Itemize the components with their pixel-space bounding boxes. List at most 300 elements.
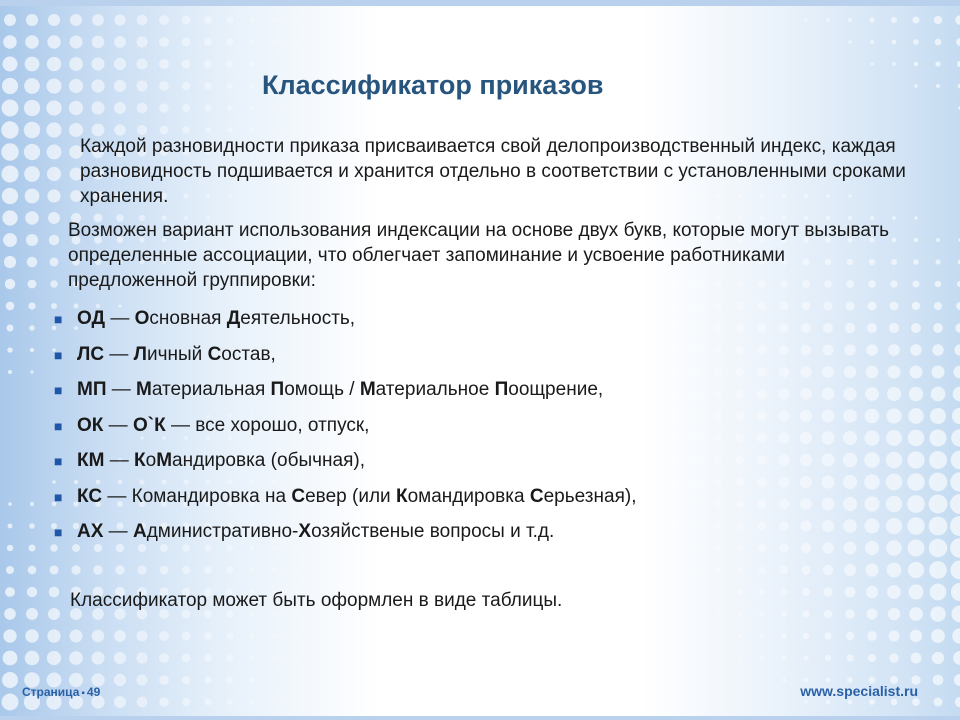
decor-dot bbox=[25, 211, 39, 225]
decor-dot bbox=[888, 366, 901, 379]
decor-dot bbox=[890, 302, 899, 311]
decor-dot bbox=[24, 100, 40, 116]
decor-dot bbox=[929, 429, 946, 446]
decor-dot bbox=[800, 366, 811, 377]
decor-dot bbox=[887, 387, 901, 401]
decor-dot bbox=[929, 539, 947, 557]
decor-dot bbox=[29, 523, 34, 528]
decor-dot bbox=[930, 606, 945, 621]
list-item-description: Материальная Помощь / Материальное Поощрение, bbox=[136, 379, 604, 400]
decor-dot bbox=[205, 105, 212, 112]
decor-dot bbox=[7, 347, 12, 352]
list-item bbox=[54, 448, 637, 484]
decor-dot bbox=[91, 57, 104, 70]
decor-dot bbox=[804, 678, 808, 682]
decor-dot bbox=[912, 16, 919, 23]
decor-dot bbox=[227, 567, 234, 574]
decor-dot bbox=[934, 302, 942, 310]
decor-dot bbox=[7, 545, 13, 551]
decor-dot bbox=[92, 14, 104, 26]
decor-dot bbox=[693, 523, 698, 528]
decor-dot bbox=[843, 497, 857, 511]
decor-dot bbox=[801, 323, 811, 333]
decor-dot bbox=[25, 189, 40, 204]
decor-dot bbox=[779, 367, 790, 378]
decor-dot bbox=[913, 259, 919, 265]
decor-dot bbox=[671, 457, 676, 462]
decor-dot bbox=[204, 60, 212, 68]
decor-dot bbox=[159, 675, 169, 685]
decor-dot bbox=[844, 542, 857, 555]
decor-dot bbox=[825, 655, 831, 661]
decor-dot bbox=[779, 499, 789, 509]
decor-dot bbox=[227, 633, 234, 640]
website-link[interactable]: www.specialist.ru bbox=[800, 683, 918, 699]
decor-dot bbox=[28, 280, 37, 289]
decor-dot bbox=[136, 674, 147, 685]
decor-dot bbox=[714, 346, 722, 354]
decor-dot bbox=[780, 588, 787, 595]
decor-dot bbox=[887, 563, 902, 578]
list-item-code: КМ bbox=[77, 450, 105, 471]
decor-dot bbox=[891, 699, 898, 706]
decor-dot bbox=[92, 36, 105, 49]
decor-dot bbox=[672, 480, 677, 485]
decor-dot bbox=[693, 435, 700, 442]
decor-dot bbox=[888, 344, 900, 356]
decor-dot bbox=[48, 212, 60, 224]
decor-dot bbox=[780, 566, 788, 574]
decor-dot bbox=[736, 456, 745, 465]
decor-dot bbox=[716, 634, 719, 637]
decor-dot bbox=[934, 16, 942, 24]
decor-dot bbox=[931, 629, 945, 643]
decor-dot bbox=[889, 323, 899, 333]
decor-dot bbox=[204, 16, 212, 24]
decor-dot bbox=[672, 524, 676, 528]
decor-dot bbox=[272, 40, 276, 44]
decor-dot bbox=[6, 566, 14, 574]
decor-dot bbox=[758, 324, 767, 333]
decor-dot bbox=[953, 651, 960, 665]
decor-dot bbox=[781, 633, 786, 638]
decor-dot bbox=[778, 454, 789, 465]
decor-dot bbox=[848, 40, 852, 44]
decor-dot bbox=[951, 451, 960, 470]
square-bullet-icon: ■ bbox=[54, 382, 63, 398]
decor-dot bbox=[736, 324, 744, 332]
decor-dot bbox=[800, 410, 812, 422]
decor-dot bbox=[294, 634, 297, 637]
decor-dot bbox=[803, 655, 808, 660]
decor-dot bbox=[47, 629, 60, 642]
decor-dot bbox=[955, 15, 960, 25]
decor-dot bbox=[650, 436, 654, 440]
decor-dot bbox=[294, 18, 298, 22]
decor-dot bbox=[804, 700, 808, 704]
decor-dot bbox=[249, 83, 254, 88]
page-label: Страница bbox=[22, 685, 80, 699]
decor-dot bbox=[30, 370, 33, 373]
decor-dot bbox=[92, 630, 104, 642]
decor-dot bbox=[114, 80, 126, 92]
decor-dot bbox=[92, 652, 105, 665]
decor-dot bbox=[714, 368, 722, 376]
decor-dot bbox=[715, 567, 720, 572]
decor-dot bbox=[912, 302, 920, 310]
decor-dot bbox=[950, 472, 960, 491]
decor-dot bbox=[693, 413, 700, 420]
list-item-description: Командировка на Север (или Командировка Серьезная), bbox=[131, 485, 637, 507]
decor-dot bbox=[737, 545, 744, 552]
decor-dot bbox=[671, 413, 677, 419]
decor-dot bbox=[826, 18, 830, 22]
decor-dot bbox=[159, 59, 169, 69]
decor-dot bbox=[714, 412, 722, 420]
decor-dot bbox=[29, 325, 35, 331]
decor-dot bbox=[956, 38, 960, 46]
decor-dot bbox=[954, 674, 960, 686]
decor-dot bbox=[25, 651, 40, 666]
decor-dot bbox=[912, 698, 920, 706]
decor-dot bbox=[736, 368, 745, 377]
decor-dot bbox=[716, 590, 720, 594]
decor-dot bbox=[738, 656, 741, 659]
decor-dot bbox=[802, 610, 809, 617]
list-item-code: ОК bbox=[77, 414, 104, 436]
decor-dot bbox=[249, 677, 254, 682]
decor-dot bbox=[950, 516, 960, 536]
decor-dot bbox=[250, 700, 255, 705]
decor-dot bbox=[844, 564, 856, 576]
decor-dot bbox=[886, 408, 901, 423]
decor-dot bbox=[671, 369, 677, 375]
decor-dot bbox=[91, 101, 104, 114]
decor-dot bbox=[272, 656, 276, 660]
decor-dot bbox=[227, 39, 234, 46]
decor-dot bbox=[931, 387, 946, 402]
decor-dot bbox=[930, 584, 947, 601]
decor-dot bbox=[47, 651, 61, 665]
decor-dot bbox=[867, 609, 878, 620]
top-border bbox=[0, 0, 960, 6]
decor-dot bbox=[801, 345, 812, 356]
decor-dot bbox=[778, 410, 789, 421]
decor-dot bbox=[907, 539, 924, 556]
decor-dot bbox=[137, 15, 148, 26]
decor-dot bbox=[757, 477, 767, 487]
decor-dot bbox=[736, 478, 744, 486]
decor-dot bbox=[4, 608, 16, 620]
decor-dot bbox=[846, 632, 854, 640]
square-bullet-icon: ■ bbox=[54, 524, 63, 540]
list-item bbox=[54, 484, 637, 520]
decor-dot bbox=[736, 346, 744, 354]
decor-dot bbox=[870, 62, 873, 65]
decor-dot bbox=[760, 678, 763, 681]
decor-dot bbox=[182, 16, 191, 25]
decor-dot bbox=[864, 452, 880, 468]
decor-dot bbox=[47, 145, 62, 160]
decor-dot bbox=[93, 565, 102, 574]
decor-dot bbox=[650, 414, 654, 418]
decor-dot bbox=[47, 57, 61, 71]
decor-dot bbox=[757, 411, 767, 421]
decor-dot bbox=[69, 35, 82, 48]
decor-dot bbox=[954, 366, 960, 379]
decor-dot bbox=[249, 17, 255, 23]
decor-dot bbox=[935, 61, 940, 66]
decor-dot bbox=[870, 40, 874, 44]
decor-dot bbox=[908, 562, 924, 578]
decor-dot bbox=[71, 565, 80, 574]
decor-dot bbox=[160, 566, 169, 575]
list-item-dash: — bbox=[103, 414, 133, 436]
decor-dot bbox=[671, 325, 677, 331]
decor-dot bbox=[909, 365, 922, 378]
decor-dot bbox=[294, 656, 297, 659]
decor-dot bbox=[294, 62, 297, 65]
decor-dot bbox=[781, 611, 787, 617]
decor-dot bbox=[204, 38, 212, 46]
decor-dot bbox=[693, 391, 700, 398]
decor-dot bbox=[950, 494, 960, 514]
decor-dot bbox=[782, 656, 786, 660]
decor-dot bbox=[137, 37, 148, 48]
decor-dot bbox=[159, 15, 169, 25]
decor-dot bbox=[889, 653, 899, 663]
decor-dot bbox=[3, 651, 18, 666]
decor-dot bbox=[736, 412, 745, 421]
decor-dot bbox=[650, 304, 654, 308]
decor-dot bbox=[716, 612, 720, 616]
decor-dot bbox=[3, 57, 18, 72]
decor-dot bbox=[715, 303, 722, 310]
decor-dot bbox=[848, 700, 853, 705]
decor-dot bbox=[182, 38, 191, 47]
decor-dot bbox=[114, 58, 126, 70]
decor-dot bbox=[114, 14, 125, 25]
decor-dot bbox=[914, 62, 918, 66]
decor-dot bbox=[50, 280, 57, 287]
decor-dot bbox=[694, 546, 699, 551]
list-item bbox=[54, 377, 637, 413]
decor-dot bbox=[865, 519, 880, 534]
decor-dot bbox=[672, 546, 676, 550]
decor-dot bbox=[865, 563, 878, 576]
decor-dot bbox=[693, 369, 700, 376]
decor-dot bbox=[844, 366, 856, 378]
list-item-code: КС bbox=[77, 485, 103, 507]
decor-dot bbox=[931, 365, 944, 378]
decor-dot bbox=[802, 302, 811, 311]
decor-dot bbox=[1, 165, 18, 182]
decor-dot bbox=[867, 323, 877, 333]
decor-dot bbox=[650, 326, 655, 331]
decor-dot bbox=[911, 653, 922, 664]
decor-dot bbox=[823, 323, 833, 333]
decor-dot bbox=[908, 584, 923, 599]
decor-dot bbox=[824, 632, 831, 639]
decor-dot bbox=[24, 144, 40, 160]
decor-dot bbox=[779, 389, 790, 400]
decor-dot bbox=[929, 561, 947, 579]
decor-dot bbox=[25, 57, 40, 72]
decor-dot bbox=[952, 606, 960, 623]
decor-dot bbox=[249, 633, 255, 639]
decor-dot bbox=[823, 587, 833, 597]
decor-dot bbox=[952, 408, 960, 424]
decor-dot bbox=[780, 302, 788, 310]
decor-dot bbox=[30, 348, 34, 352]
decor-dot bbox=[886, 496, 903, 513]
square-bullet-icon: ■ bbox=[54, 417, 63, 434]
decor-dot bbox=[69, 57, 83, 71]
decor-dot bbox=[2, 78, 18, 94]
list-item bbox=[54, 306, 637, 342]
square-bullet-icon: ■ bbox=[54, 488, 63, 505]
list-item-code: ЛС bbox=[77, 343, 105, 365]
decor-dot bbox=[205, 127, 211, 133]
decor-dot bbox=[47, 167, 61, 181]
decor-dot bbox=[30, 502, 34, 506]
decor-dot bbox=[182, 60, 191, 69]
decor-dot bbox=[936, 84, 940, 88]
decor-dot bbox=[950, 560, 960, 579]
decor-dot bbox=[227, 677, 233, 683]
decor-dot bbox=[27, 257, 38, 268]
list-item-code: АХ bbox=[77, 521, 104, 542]
decor-dot bbox=[822, 542, 833, 553]
decor-dot bbox=[672, 502, 677, 507]
decor-dot bbox=[823, 565, 834, 576]
decor-dot bbox=[757, 389, 767, 399]
decor-dot bbox=[159, 81, 169, 91]
decor-dot bbox=[693, 325, 699, 331]
decor-dot bbox=[693, 347, 700, 354]
decor-dot bbox=[934, 698, 943, 707]
decor-dot bbox=[955, 697, 960, 707]
decor-dot bbox=[182, 126, 189, 133]
decor-dot bbox=[866, 366, 879, 379]
decor-dot bbox=[137, 631, 148, 642]
decor-dot bbox=[737, 589, 742, 594]
decor-dot bbox=[864, 430, 879, 445]
decor-dot bbox=[114, 630, 126, 642]
decor-dot bbox=[714, 324, 721, 331]
decor-dot bbox=[8, 370, 12, 374]
decor-dot bbox=[736, 302, 744, 310]
decor-dot bbox=[887, 585, 901, 599]
decor-dot bbox=[3, 233, 17, 247]
decor-dot bbox=[910, 344, 922, 356]
decor-dot bbox=[26, 608, 38, 620]
decor-dot bbox=[650, 546, 653, 549]
decor-dot bbox=[760, 634, 765, 639]
decor-dot bbox=[249, 61, 254, 66]
decor-dot bbox=[846, 302, 855, 311]
decor-dot bbox=[6, 302, 15, 311]
decor-dot bbox=[24, 122, 40, 138]
decor-dot bbox=[951, 583, 960, 601]
list-item-dash: — bbox=[106, 379, 137, 400]
decor-dot bbox=[182, 104, 190, 112]
decor-dot bbox=[868, 302, 877, 311]
decor-dot bbox=[672, 568, 676, 572]
list-item-description: Основная Деятельность, bbox=[134, 308, 356, 329]
decor-dot bbox=[907, 517, 925, 535]
decor-dot bbox=[671, 303, 676, 308]
decor-dot bbox=[3, 629, 16, 642]
decor-dot bbox=[159, 631, 169, 641]
paragraph-indexing: Каждой разновидности приказа присваивается свой делопроизводственный индекс, каждая разновидность подшивается и хранится отдельно в соответствии с установленными сроками хранения. bbox=[80, 136, 906, 207]
decor-dot bbox=[759, 567, 766, 574]
decor-dot bbox=[47, 35, 60, 48]
decor-dot bbox=[28, 544, 35, 551]
decor-dot bbox=[294, 40, 297, 43]
decor-dot bbox=[778, 432, 789, 443]
decor-dot bbox=[846, 654, 853, 661]
decor-dot bbox=[759, 589, 765, 595]
decor-dot bbox=[886, 452, 902, 468]
decor-dot bbox=[886, 474, 903, 491]
decor-dot bbox=[204, 82, 211, 89]
decor-dot bbox=[49, 565, 58, 574]
decor-dot bbox=[932, 344, 943, 355]
decor-dot bbox=[843, 431, 857, 445]
decor-dot bbox=[272, 18, 277, 23]
decor-dot bbox=[913, 281, 920, 288]
decor-dot bbox=[930, 408, 946, 424]
decor-dot bbox=[736, 500, 744, 508]
decor-dot bbox=[182, 698, 190, 706]
decor-dot bbox=[867, 631, 877, 641]
decor-dot bbox=[844, 344, 855, 355]
decor-dot bbox=[46, 78, 61, 93]
decor-dot bbox=[137, 103, 148, 114]
decor-dot bbox=[47, 189, 60, 202]
decor-dot bbox=[650, 502, 654, 506]
decor-dot bbox=[804, 18, 807, 21]
decor-dot bbox=[779, 323, 788, 332]
square-bullet-icon: ■ bbox=[54, 311, 63, 327]
decor-dot bbox=[821, 475, 834, 488]
decor-dot bbox=[803, 633, 809, 639]
list-item-dash: — bbox=[102, 485, 132, 507]
decor-dot bbox=[845, 323, 855, 333]
decor-dot bbox=[694, 568, 698, 572]
decor-dot bbox=[137, 697, 148, 708]
decor-dot bbox=[182, 632, 191, 641]
decor-dot bbox=[136, 652, 147, 663]
decor-dot bbox=[886, 540, 902, 556]
decor-dot bbox=[888, 608, 900, 620]
decor-dot bbox=[2, 100, 19, 117]
decor-dot bbox=[48, 14, 60, 26]
decor-dot bbox=[137, 565, 146, 574]
decor-dot bbox=[249, 567, 255, 573]
decor-dot bbox=[671, 391, 677, 397]
decor-dot bbox=[650, 392, 655, 397]
decor-dot bbox=[908, 430, 925, 447]
decor-dot bbox=[821, 409, 834, 422]
decor-dot bbox=[4, 14, 16, 26]
decor-dot bbox=[2, 188, 18, 204]
decor-dot bbox=[3, 35, 17, 49]
decor-dot bbox=[891, 17, 897, 23]
decor-dot bbox=[714, 478, 721, 485]
paragraph-table-note: Классификатор может быть оформлен в виде таблицы. bbox=[70, 590, 563, 611]
